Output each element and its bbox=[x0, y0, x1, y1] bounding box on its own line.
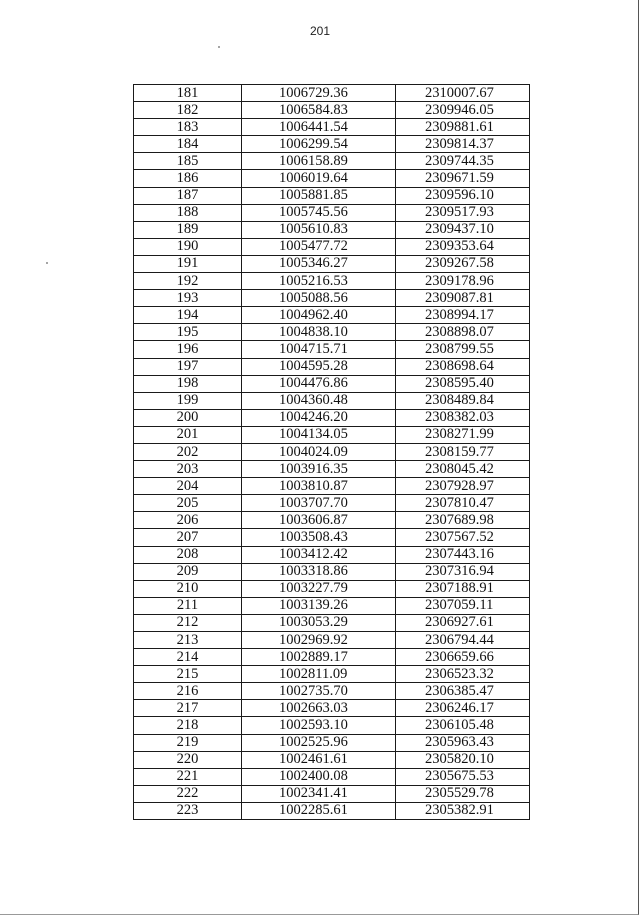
table-row bbox=[134, 563, 530, 580]
x-coordinate-cell: 1004476.86 bbox=[242, 375, 396, 392]
point-number-cell: 209 bbox=[134, 563, 242, 580]
point-number-cell: 186 bbox=[134, 170, 242, 187]
y-coordinate-cell: 2309353.64 bbox=[396, 238, 530, 255]
table-row bbox=[134, 751, 530, 768]
point-number-cell: 220 bbox=[134, 751, 242, 768]
table-row bbox=[134, 614, 530, 631]
table-row bbox=[134, 375, 530, 392]
x-coordinate-cell: 1002341.41 bbox=[242, 785, 396, 802]
y-coordinate-cell: 2308382.03 bbox=[396, 409, 530, 426]
point-number-cell: 223 bbox=[134, 802, 242, 819]
x-coordinate-cell: 1003606.87 bbox=[242, 512, 396, 529]
x-coordinate-cell: 1002285.61 bbox=[242, 802, 396, 819]
y-coordinate-cell: 2306659.66 bbox=[396, 649, 530, 666]
table-row bbox=[134, 580, 530, 597]
y-coordinate-cell: 2307316.94 bbox=[396, 563, 530, 580]
y-coordinate-cell: 2309881.61 bbox=[396, 119, 530, 136]
y-coordinate-cell: 2307689.98 bbox=[396, 512, 530, 529]
x-coordinate-cell: 1004360.48 bbox=[242, 392, 396, 409]
y-coordinate-cell: 2309437.10 bbox=[396, 221, 530, 238]
x-coordinate-cell: 1005610.83 bbox=[242, 221, 396, 238]
x-coordinate-cell: 1006299.54 bbox=[242, 136, 396, 153]
x-coordinate-cell: 1004715.71 bbox=[242, 341, 396, 358]
table-row bbox=[134, 273, 530, 290]
x-coordinate-cell: 1004962.40 bbox=[242, 307, 396, 324]
table-row bbox=[134, 392, 530, 409]
y-coordinate-cell: 2309267.58 bbox=[396, 255, 530, 272]
point-number-cell: 203 bbox=[134, 461, 242, 478]
table-row bbox=[134, 238, 530, 255]
table-row bbox=[134, 785, 530, 802]
table-row bbox=[134, 512, 530, 529]
point-number-cell: 212 bbox=[134, 614, 242, 631]
x-coordinate-cell: 1004024.09 bbox=[242, 443, 396, 460]
table-row bbox=[134, 290, 530, 307]
point-number-cell: 181 bbox=[134, 85, 242, 102]
scan-speck bbox=[46, 262, 48, 264]
point-number-cell: 214 bbox=[134, 649, 242, 666]
point-number-cell: 208 bbox=[134, 546, 242, 563]
point-number-cell: 213 bbox=[134, 632, 242, 649]
point-number-cell: 216 bbox=[134, 683, 242, 700]
table-row bbox=[134, 153, 530, 170]
y-coordinate-cell: 2305675.53 bbox=[396, 768, 530, 785]
point-number-cell: 204 bbox=[134, 478, 242, 495]
table-row bbox=[134, 221, 530, 238]
x-coordinate-cell: 1003139.26 bbox=[242, 597, 396, 614]
table-row bbox=[134, 529, 530, 546]
x-coordinate-cell: 1003916.35 bbox=[242, 461, 396, 478]
y-coordinate-cell: 2309087.81 bbox=[396, 290, 530, 307]
table-row bbox=[134, 136, 530, 153]
table-row bbox=[134, 597, 530, 614]
y-coordinate-cell: 2308595.40 bbox=[396, 375, 530, 392]
x-coordinate-cell: 1003053.29 bbox=[242, 614, 396, 631]
table-row bbox=[134, 324, 530, 341]
table-row bbox=[134, 187, 530, 204]
point-number-cell: 198 bbox=[134, 375, 242, 392]
point-number-cell: 205 bbox=[134, 495, 242, 512]
table-row bbox=[134, 768, 530, 785]
x-coordinate-cell: 1003707.70 bbox=[242, 495, 396, 512]
y-coordinate-cell: 2308489.84 bbox=[396, 392, 530, 409]
x-coordinate-cell: 1005745.56 bbox=[242, 204, 396, 221]
point-number-cell: 185 bbox=[134, 153, 242, 170]
table-row bbox=[134, 734, 530, 751]
x-coordinate-cell: 1006584.83 bbox=[242, 102, 396, 119]
table-row bbox=[134, 170, 530, 187]
x-coordinate-cell: 1002593.10 bbox=[242, 717, 396, 734]
table-row bbox=[134, 255, 530, 272]
table-row bbox=[134, 666, 530, 683]
x-coordinate-cell: 1004134.05 bbox=[242, 426, 396, 443]
coordinates-table-body bbox=[134, 85, 530, 820]
coordinates-table bbox=[133, 84, 530, 820]
point-number-cell: 217 bbox=[134, 700, 242, 717]
x-coordinate-cell: 1003227.79 bbox=[242, 580, 396, 597]
point-number-cell: 206 bbox=[134, 512, 242, 529]
point-number-cell: 189 bbox=[134, 221, 242, 238]
point-number-cell: 194 bbox=[134, 307, 242, 324]
x-coordinate-cell: 1004595.28 bbox=[242, 358, 396, 375]
point-number-cell: 182 bbox=[134, 102, 242, 119]
y-coordinate-cell: 2307810.47 bbox=[396, 495, 530, 512]
y-coordinate-cell: 2306246.17 bbox=[396, 700, 530, 717]
y-coordinate-cell: 2308799.55 bbox=[396, 341, 530, 358]
x-coordinate-cell: 1005216.53 bbox=[242, 273, 396, 290]
point-number-cell: 215 bbox=[134, 666, 242, 683]
x-coordinate-cell: 1004838.10 bbox=[242, 324, 396, 341]
y-coordinate-cell: 2306105.48 bbox=[396, 717, 530, 734]
x-coordinate-cell: 1005088.56 bbox=[242, 290, 396, 307]
y-coordinate-cell: 2308898.07 bbox=[396, 324, 530, 341]
y-coordinate-cell: 2305963.43 bbox=[396, 734, 530, 751]
x-coordinate-cell: 1006729.36 bbox=[242, 85, 396, 102]
y-coordinate-cell: 2310007.67 bbox=[396, 85, 530, 102]
x-coordinate-cell: 1005881.85 bbox=[242, 187, 396, 204]
table-row bbox=[134, 802, 530, 819]
table-row bbox=[134, 426, 530, 443]
table-row bbox=[134, 495, 530, 512]
table-row bbox=[134, 102, 530, 119]
point-number-cell: 184 bbox=[134, 136, 242, 153]
y-coordinate-cell: 2307188.91 bbox=[396, 580, 530, 597]
y-coordinate-cell: 2306927.61 bbox=[396, 614, 530, 631]
y-coordinate-cell: 2307567.52 bbox=[396, 529, 530, 546]
y-coordinate-cell: 2305820.10 bbox=[396, 751, 530, 768]
x-coordinate-cell: 1003412.42 bbox=[242, 546, 396, 563]
x-coordinate-cell: 1003508.43 bbox=[242, 529, 396, 546]
y-coordinate-cell: 2307928.97 bbox=[396, 478, 530, 495]
y-coordinate-cell: 2306794.44 bbox=[396, 632, 530, 649]
table-row bbox=[134, 478, 530, 495]
y-coordinate-cell: 2307059.11 bbox=[396, 597, 530, 614]
y-coordinate-cell: 2309744.35 bbox=[396, 153, 530, 170]
table-row bbox=[134, 683, 530, 700]
table-row bbox=[134, 717, 530, 734]
x-coordinate-cell: 1002735.70 bbox=[242, 683, 396, 700]
table-row bbox=[134, 546, 530, 563]
point-number-cell: 199 bbox=[134, 392, 242, 409]
x-coordinate-cell: 1005346.27 bbox=[242, 255, 396, 272]
point-number-cell: 222 bbox=[134, 785, 242, 802]
table-row bbox=[134, 461, 530, 478]
point-number-cell: 183 bbox=[134, 119, 242, 136]
x-coordinate-cell: 1003318.86 bbox=[242, 563, 396, 580]
x-coordinate-cell: 1002811.09 bbox=[242, 666, 396, 683]
x-coordinate-cell: 1006441.54 bbox=[242, 119, 396, 136]
table-row bbox=[134, 119, 530, 136]
y-coordinate-cell: 2305529.78 bbox=[396, 785, 530, 802]
point-number-cell: 200 bbox=[134, 409, 242, 426]
y-coordinate-cell: 2309671.59 bbox=[396, 170, 530, 187]
point-number-cell: 207 bbox=[134, 529, 242, 546]
table-row bbox=[134, 409, 530, 426]
point-number-cell: 188 bbox=[134, 204, 242, 221]
x-coordinate-cell: 1006158.89 bbox=[242, 153, 396, 170]
x-coordinate-cell: 1002525.96 bbox=[242, 734, 396, 751]
page-number: 201 bbox=[309, 24, 331, 38]
point-number-cell: 195 bbox=[134, 324, 242, 341]
table-row bbox=[134, 443, 530, 460]
table-row bbox=[134, 341, 530, 358]
y-coordinate-cell: 2308159.77 bbox=[396, 443, 530, 460]
point-number-cell: 193 bbox=[134, 290, 242, 307]
x-coordinate-cell: 1002969.92 bbox=[242, 632, 396, 649]
point-number-cell: 201 bbox=[134, 426, 242, 443]
x-coordinate-cell: 1002461.61 bbox=[242, 751, 396, 768]
point-number-cell: 210 bbox=[134, 580, 242, 597]
table-row bbox=[134, 307, 530, 324]
x-coordinate-cell: 1004246.20 bbox=[242, 409, 396, 426]
table-row bbox=[134, 358, 530, 375]
y-coordinate-cell: 2309596.10 bbox=[396, 187, 530, 204]
x-coordinate-cell: 1006019.64 bbox=[242, 170, 396, 187]
y-coordinate-cell: 2306385.47 bbox=[396, 683, 530, 700]
point-number-cell: 190 bbox=[134, 238, 242, 255]
x-coordinate-cell: 1005477.72 bbox=[242, 238, 396, 255]
y-coordinate-cell: 2309814.37 bbox=[396, 136, 530, 153]
scan-speck bbox=[218, 46, 220, 48]
y-coordinate-cell: 2308045.42 bbox=[396, 461, 530, 478]
y-coordinate-cell: 2308994.17 bbox=[396, 307, 530, 324]
y-coordinate-cell: 2309517.93 bbox=[396, 204, 530, 221]
y-coordinate-cell: 2308271.99 bbox=[396, 426, 530, 443]
y-coordinate-cell: 2305382.91 bbox=[396, 802, 530, 819]
x-coordinate-cell: 1003810.87 bbox=[242, 478, 396, 495]
point-number-cell: 196 bbox=[134, 341, 242, 358]
y-coordinate-cell: 2309946.05 bbox=[396, 102, 530, 119]
table-row bbox=[134, 632, 530, 649]
y-coordinate-cell: 2308698.64 bbox=[396, 358, 530, 375]
x-coordinate-cell: 1002400.08 bbox=[242, 768, 396, 785]
y-coordinate-cell: 2306523.32 bbox=[396, 666, 530, 683]
x-coordinate-cell: 1002663.03 bbox=[242, 700, 396, 717]
table-row bbox=[134, 204, 530, 221]
table-row bbox=[134, 649, 530, 666]
point-number-cell: 219 bbox=[134, 734, 242, 751]
y-coordinate-cell: 2309178.96 bbox=[396, 273, 530, 290]
point-number-cell: 187 bbox=[134, 187, 242, 204]
table-row bbox=[134, 700, 530, 717]
point-number-cell: 211 bbox=[134, 597, 242, 614]
y-coordinate-cell: 2307443.16 bbox=[396, 546, 530, 563]
point-number-cell: 191 bbox=[134, 255, 242, 272]
x-coordinate-cell: 1002889.17 bbox=[242, 649, 396, 666]
table-row bbox=[134, 85, 530, 102]
point-number-cell: 218 bbox=[134, 717, 242, 734]
point-number-cell: 192 bbox=[134, 273, 242, 290]
point-number-cell: 202 bbox=[134, 443, 242, 460]
point-number-cell: 197 bbox=[134, 358, 242, 375]
point-number-cell: 221 bbox=[134, 768, 242, 785]
